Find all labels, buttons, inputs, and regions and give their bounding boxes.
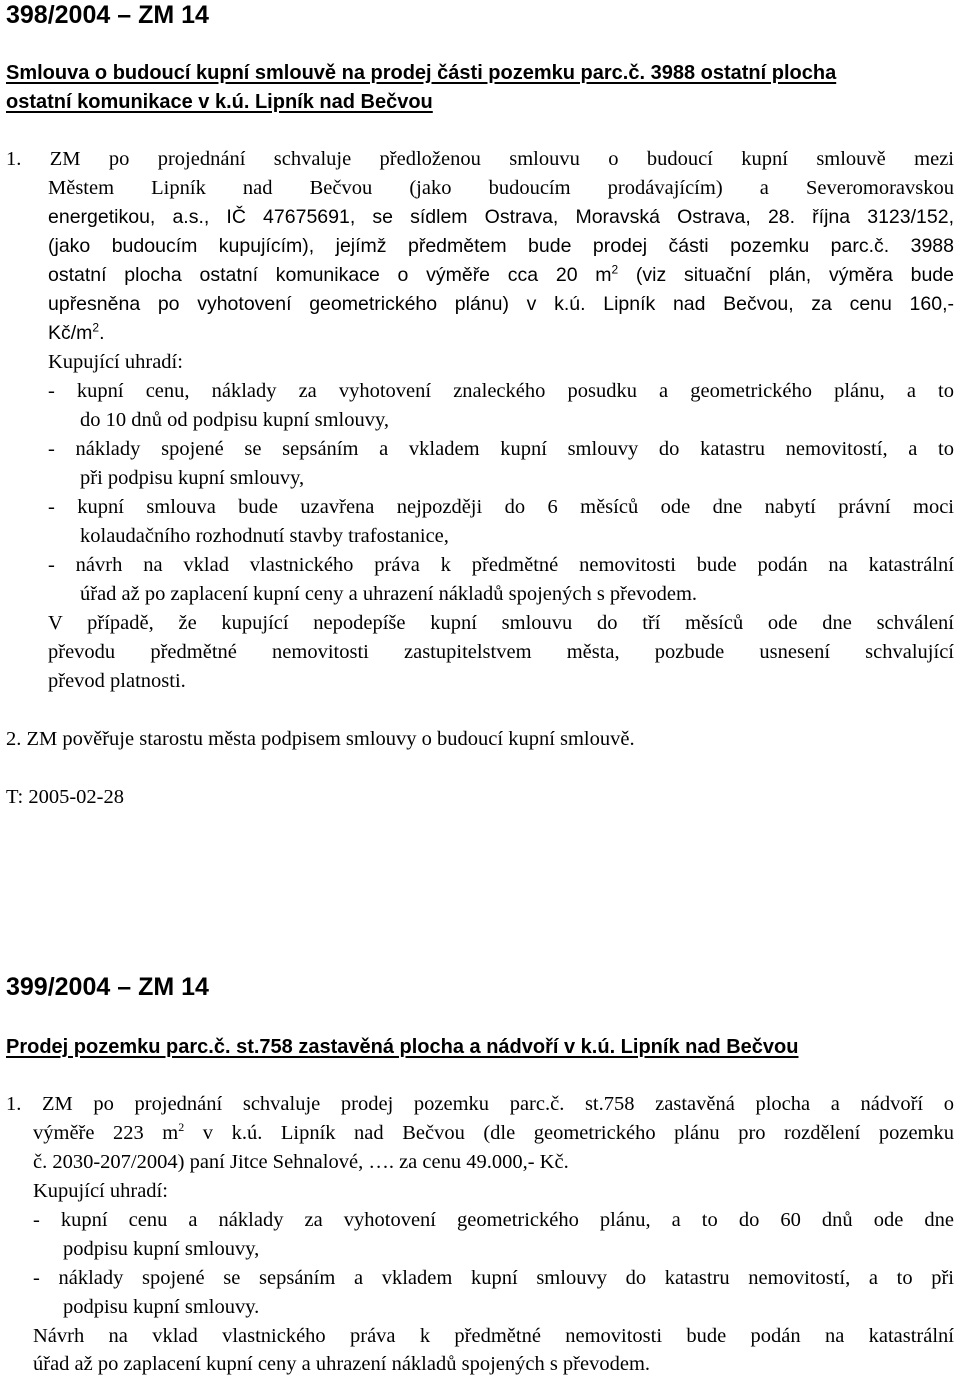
resolution-heading: 399/2004 – ZM 14 (6, 973, 209, 1001)
line-text: Kč/m (48, 322, 93, 344)
line-text: (viz situační plán, výměra bude (618, 264, 954, 286)
paragraph-line: energetikou, a.s., IČ 47675691, se sídlem Ostrava, Moravská Ostrava, 28. října 3123/152, (48, 206, 954, 228)
paragraph-line: převod platnosti. (48, 670, 186, 692)
paragraph-line: úřad až po zaplacení kupní ceny a uhrazení nákladů spojených s převodem. (33, 1353, 651, 1375)
superscript: 2 (178, 1120, 185, 1135)
paragraph-line: Návrh na vklad vlastnického práva k předmětné nemovitosti bude podán na katastrální (33, 1325, 954, 1347)
line-text: v k.ú. Lipník nad Bečvou (dle geometrického plánu pro rozdělení pozemku (184, 1122, 955, 1144)
bullet-line: při podpisu kupní smlouvy, (80, 467, 305, 489)
bullet-line: - kupní cenu a náklady za vyhotovení geometrického plánu, a to do 60 dnů ode dne (33, 1209, 954, 1231)
paragraph-line: převodu předmětné nemovitosti zastupitelstvem města, pozbude usnesení schvalující (48, 641, 954, 663)
resolution-heading: 398/2004 – ZM 14 (6, 1, 209, 29)
bullet-line: - náklady spojené se sepsáním a vkladem kupní smlouvy do katastru nemovitostí, a to (48, 438, 954, 460)
paragraph-line: V případě, že kupující nepodepíše kupní smlouvu do tří měsíců ode dne schválení (48, 612, 954, 634)
paragraph-line: (jako budoucím kupujícím), jejímž předmětem bude prodej části pozemku parc.č. 3988 (48, 235, 954, 257)
bullet-line: - návrh na vklad vlastnického práva k předmětné nemovitosti bude podán na katastrální (48, 554, 954, 576)
paragraph-line: upřesněna po vyhotovení geometrického plánu) v k.ú. Lipník nad Bečvou, za cenu 160,- (48, 293, 954, 315)
line-text: výměře 223 m (33, 1122, 179, 1144)
subject-line: Smlouva o budoucí kupní smlouvě na prodej části pozemku parc.č. 3988 ostatní plocha (6, 62, 837, 84)
superscript: 2 (92, 320, 100, 335)
paragraph-line: 1. ZM po projednání schvaluje prodej pozemku parc.č. st.758 zastavěná plocha a nádvoří o (6, 1093, 954, 1115)
bullet-line: - kupní smlouva bude uzavřena nejpozději do 6 měsíců ode dne nabytí právní moci (48, 496, 954, 518)
bullet-line: - kupní cenu, náklady za vyhotovení znaleckého posudku a geometrického plánu, a to (48, 380, 954, 402)
paragraph-line: 2. ZM pověřuje starostu města podpisem smlouvy o budoucí kupní smlouvě. (6, 728, 635, 750)
paragraph-line: 1. ZM po projednání schvaluje předloženou smlouvu o budoucí kupní smlouvě mezi (6, 148, 954, 170)
paragraph-line: č. 2030-207/2004) paní Jitce Sehnalové, …. za cenu 49.000,- Kč. (33, 1151, 569, 1173)
paragraph-line: Městem Lipník nad Bečvou (jako budoucím prodávajícím) a Severomoravskou (48, 177, 954, 199)
line-text: ostatní plocha ostatní komunikace o výměře cca 20 m (48, 264, 612, 286)
payer-label: Kupující uhradí: (48, 351, 183, 373)
payer-label: Kupující uhradí: (33, 1180, 168, 1202)
paragraph-line (48, 319, 105, 348)
bullet-line: - náklady spojené se sepsáním a vkladem kupní smlouvy do katastru nemovitostí, a to při (33, 1267, 954, 1289)
paragraph-line (48, 261, 954, 290)
resolution-subject (6, 1033, 956, 1062)
bullet-line: do 10 dnů od podpisu kupní smlouvy, (80, 409, 390, 431)
bullet-line: podpisu kupní smlouvy, (63, 1238, 260, 1260)
line-text: . (99, 322, 105, 344)
resolution-subject (6, 59, 956, 117)
superscript: 2 (611, 262, 619, 277)
term-date: T: 2005-02-28 (6, 786, 124, 808)
bullet-line: úřad až po zaplacení kupní ceny a uhrazení nákladů spojených s převodem. (80, 583, 698, 605)
paragraph-line (33, 1119, 954, 1148)
subject-line: Prodej pozemku parc.č. st.758 zastavěná plocha a nádvoří v k.ú. Lipník nad Bečvou (6, 1036, 799, 1058)
bullet-line: podpisu kupní smlouvy. (63, 1296, 260, 1318)
subject-line: ostatní komunikace v k.ú. Lipník nad Bečvou (6, 91, 433, 113)
bullet-line: kolaudačního rozhodnutí stavby trafostanice, (80, 525, 449, 547)
